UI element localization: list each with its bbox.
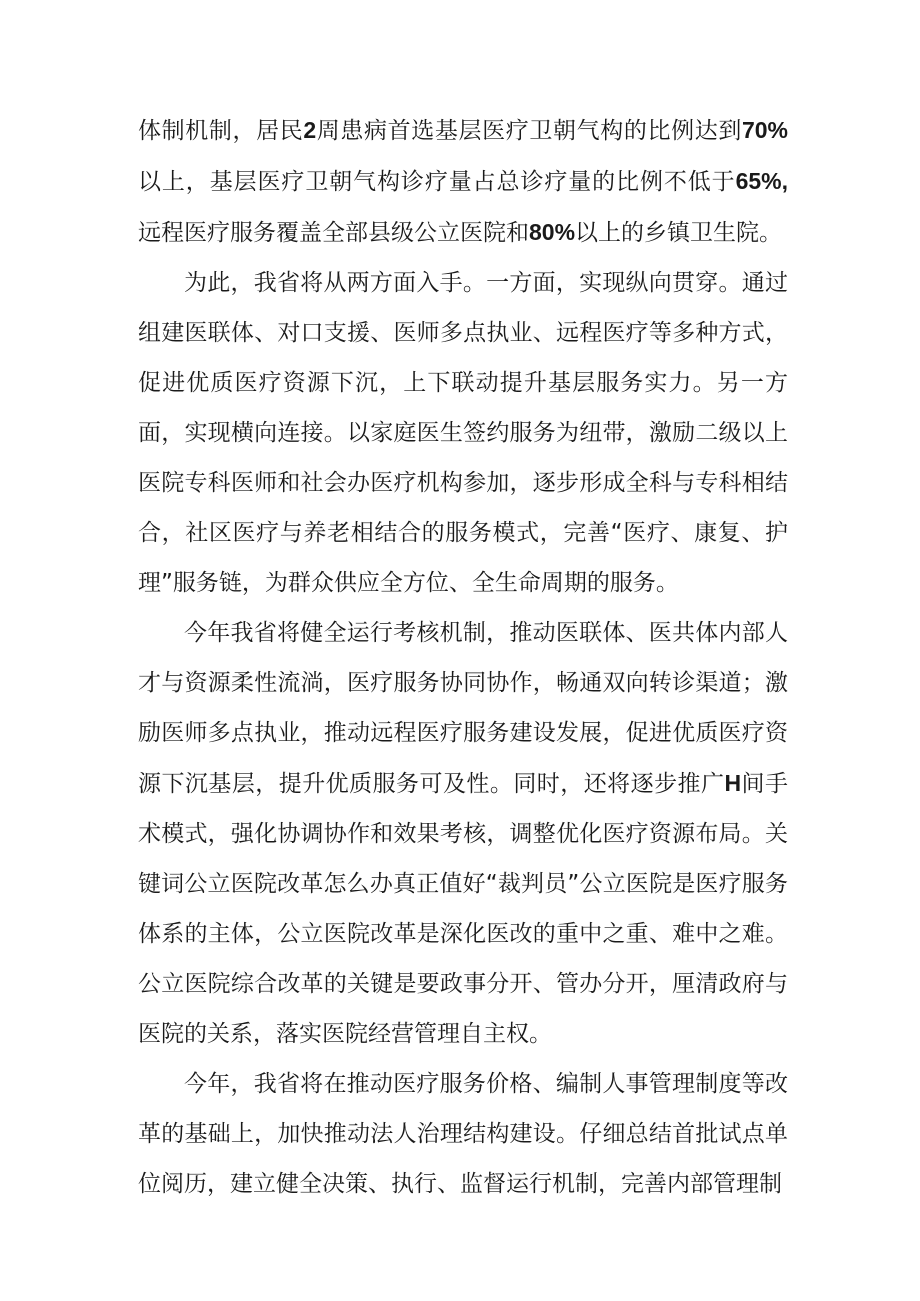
bold-number: 2 [303,117,317,143]
paragraph-3 [138,608,788,1059]
text-run: 以上，基层医疗卫朝气构诊疗量占总诊疗量的比例不低于 [138,169,736,195]
text-run: 今年，我省将在推动医疗服务价格、编制人事管理制度等改革的基础上，加快推动法人治理结构建设。仔细总结首批试点单位阅历，建立健全决策、执行、监督运行机制，完善内部管理制 [138,1071,788,1197]
bold-letter: H [724,770,742,796]
text-run: 远程医疗服务覆盖全部县级公立医院和 [138,220,529,246]
paragraph-4 [138,1059,788,1209]
text-run: 今年我省将健全运行考核机制，推动医联体、医共体内部人才与资源柔性流淌，医疗服务协同协作，畅通双向转诊渠道；激励医师多点执业，推动远程医疗服务建设发展，促进优质医疗资源下沉基层，提升优质服务可及性。同时，还将逐步推广 [138,620,788,797]
text-run: 间手术模式，强化协调协作和效果考核，调整优化医疗资源布局。关键词公立医院改革怎么办真正值好“裁判员”公立医院是医疗服务体系的主体，公立医院改革是深化医改的重中之重、难中之难。公立医院综合改革的关键是要政事分开、管办分开，厘清政府与医院的关系，落实医院经营管理自主权。 [138,771,789,1047]
bold-number: 80% [529,219,576,245]
text-run: 体制机制，居民 [138,118,304,144]
text-run: 为此，我省将从两方面入手。一方面，实现纵向贯穿。通过组建医联体、对口支援、医师多点执业、远程医疗等多种方式，促进优质医疗资源下沉，上下联动提升基层服务实力。另一方面，实现横向连接。以家庭医生签约服务为纽带，激励二级以上医院专科医师和社会办医疗机构参加，逐步形成全科与专科相结合，社区医疗与养老相结合的服务模式，完善“医疗、康复、护理”服务链，为群众供应全方位、全生命周期的服务。 [138,270,788,596]
paragraph-1 [138,105,788,258]
text-run: 周患病首选基层医疗卫朝气构的比例达到 [316,118,742,144]
bold-number: 65%, [735,168,788,194]
paragraph-2 [138,258,788,608]
bold-number: 70% [741,117,789,143]
document-body [138,105,788,1209]
text-run: 以上的乡镇卫生院。 [575,220,783,246]
